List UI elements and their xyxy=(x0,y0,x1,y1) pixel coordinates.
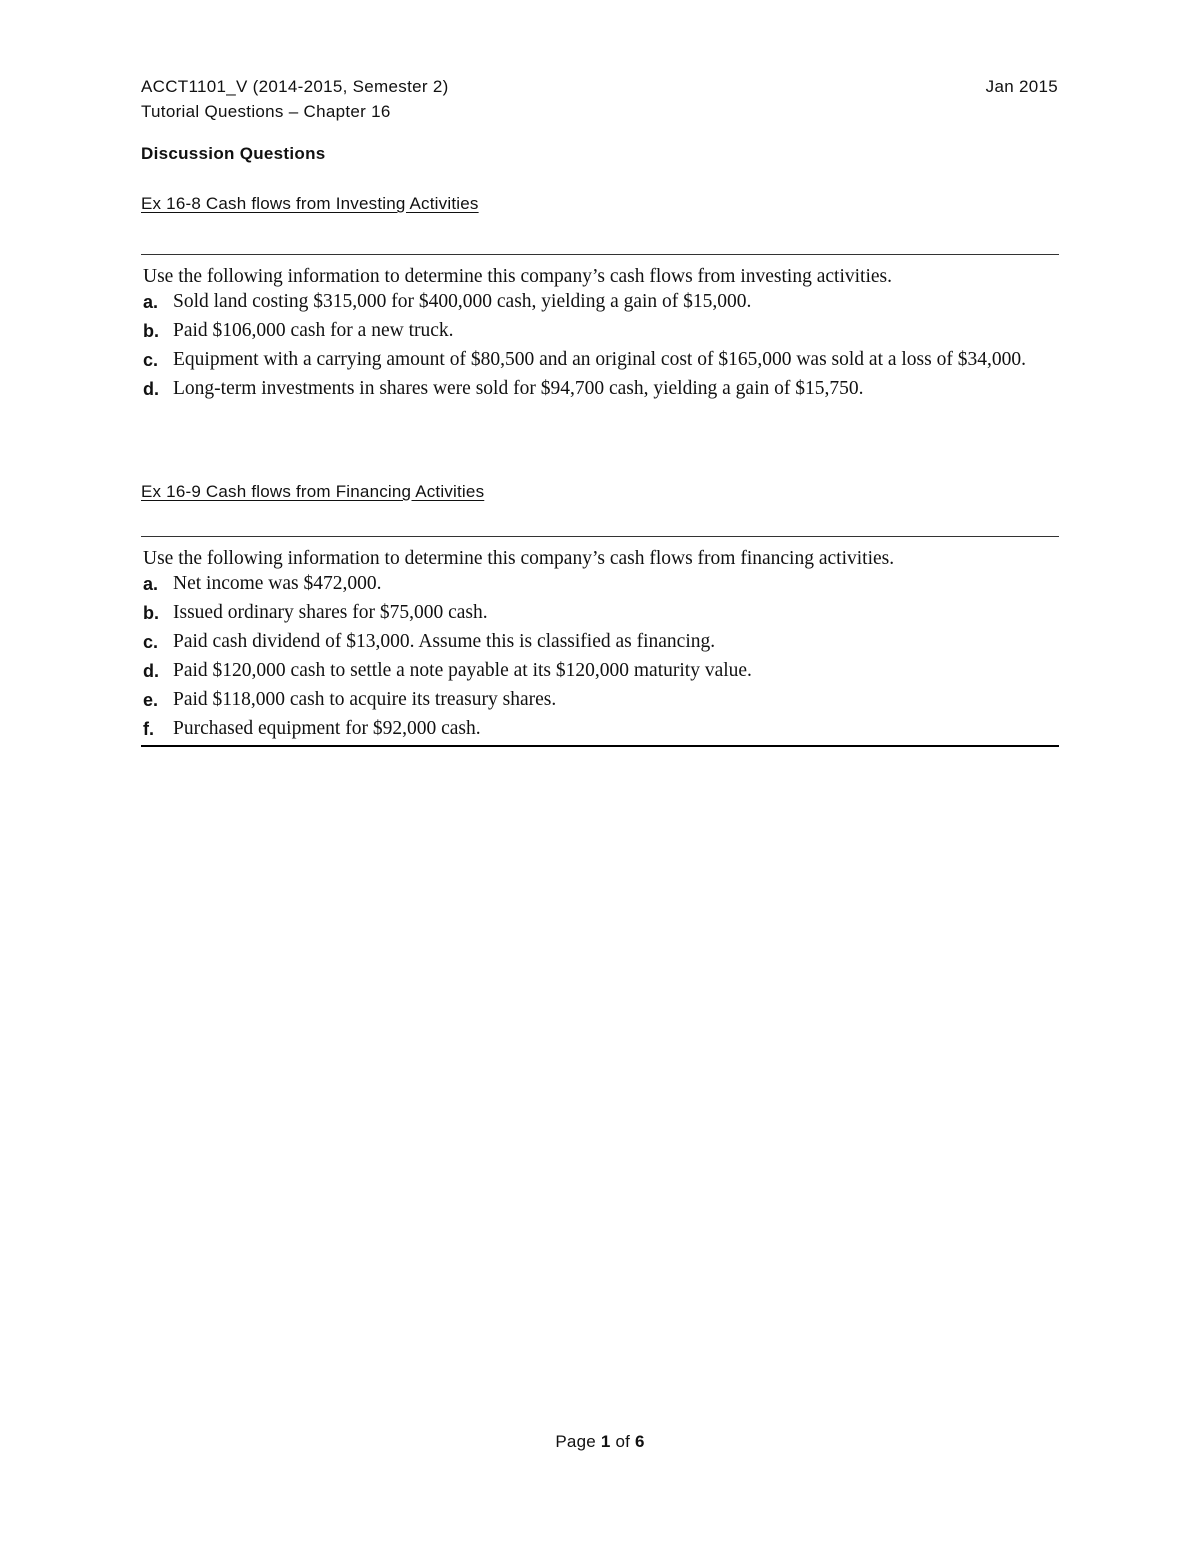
item-text: Sold land costing $315,000 for $400,000 cash, yielding a gain of $15,000. xyxy=(173,291,752,312)
divider-rule xyxy=(141,536,1059,537)
exercise-heading-financing: Ex 16-9 Cash flows from Financing Activities xyxy=(141,482,485,501)
item-text: Paid $120,000 cash to settle a note payable at its $120,000 maturity value. xyxy=(173,660,752,681)
total-pages: 6 xyxy=(634,1432,645,1451)
exercise-block-financing xyxy=(141,544,1046,747)
of-word: of xyxy=(615,1432,631,1451)
exercise-intro: Use the following information to determine this company’s cash flows from investing activities. xyxy=(143,266,892,287)
page-header-left xyxy=(141,74,449,124)
list-item xyxy=(141,320,1046,342)
item-text: Paid $106,000 cash for a new truck. xyxy=(173,320,454,341)
bottom-rule xyxy=(141,745,1059,747)
item-text: Issued ordinary shares for $75,000 cash. xyxy=(173,602,488,623)
list-item xyxy=(141,631,1046,653)
section-title: Discussion Questions xyxy=(141,144,326,163)
item-text: Purchased equipment for $92,000 cash. xyxy=(173,718,481,739)
exercise-block-investing xyxy=(141,262,1046,407)
list-item xyxy=(141,378,1046,400)
item-label: a. xyxy=(143,574,159,594)
page-number: 1 xyxy=(600,1432,611,1451)
document-subtitle: Tutorial Questions – Chapter 16 xyxy=(141,102,391,121)
item-text: Equipment with a carrying amount of $80,500 and an original cost of $165,000 was sold at a loss of $34,000. xyxy=(173,349,1026,370)
header-date: Jan 2015 xyxy=(985,77,1058,96)
item-label: e. xyxy=(143,690,159,710)
page-footer xyxy=(0,1432,1200,1452)
exercise-heading-investing: Ex 16-8 Cash flows from Investing Activities xyxy=(141,194,479,213)
item-label: c. xyxy=(143,350,159,370)
item-label: d. xyxy=(143,379,159,399)
page-word: Page xyxy=(555,1432,596,1451)
item-label: a. xyxy=(143,292,159,312)
list-item xyxy=(141,573,1046,595)
item-text: Paid cash dividend of $13,000. Assume this is classified as financing. xyxy=(173,631,716,652)
exercise-intro: Use the following information to determine this company’s cash flows from financing activities. xyxy=(143,548,895,569)
item-label: b. xyxy=(143,603,159,623)
list-item xyxy=(141,718,1046,740)
item-text: Paid $118,000 cash to acquire its treasury shares. xyxy=(173,689,557,710)
list-item xyxy=(141,349,1046,371)
item-label: d. xyxy=(143,661,159,681)
item-text: Long-term investments in shares were sold for $94,700 cash, yielding a gain of $15,750. xyxy=(173,378,864,399)
item-label: b. xyxy=(143,321,159,341)
list-item xyxy=(141,689,1046,711)
item-label: f. xyxy=(143,719,154,739)
list-item xyxy=(141,602,1046,624)
item-text: Net income was $472,000. xyxy=(173,573,382,594)
course-code: ACCT1101_V (2014-2015, Semester 2) xyxy=(141,77,449,96)
list-item xyxy=(141,660,1046,682)
list-item xyxy=(141,291,1046,313)
divider-rule xyxy=(141,254,1059,255)
item-label: c. xyxy=(143,632,159,652)
